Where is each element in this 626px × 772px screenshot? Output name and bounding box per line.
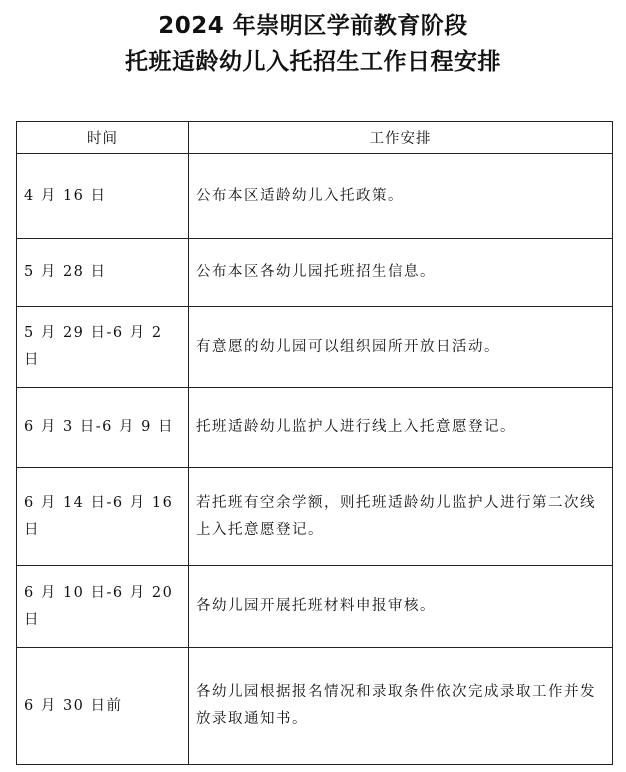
row-task: 公布本区适龄幼儿入托政策。 bbox=[189, 154, 613, 239]
row-time: 6 月 14 日-6 月 16 日 bbox=[17, 468, 189, 566]
row-task: 各幼儿园开展托班材料申报审核。 bbox=[189, 566, 613, 648]
row-time: 5 月 28 日 bbox=[17, 239, 189, 307]
table-row bbox=[17, 307, 613, 388]
row-task: 有意愿的幼儿园可以组织园所开放日活动。 bbox=[189, 307, 613, 388]
row-time: 6 月 3 日-6 月 9 日 bbox=[17, 388, 189, 468]
row-task: 若托班有空余学额，则托班适龄幼儿监护人进行第二次线上入托意愿登记。 bbox=[189, 468, 613, 566]
row-task: 公布本区各幼儿园托班招生信息。 bbox=[189, 239, 613, 307]
row-task: 托班适龄幼儿监护人进行线上入托意愿登记。 bbox=[189, 388, 613, 468]
table-row bbox=[17, 648, 613, 765]
title-line-1: 2024 年崇明区学前教育阶段 bbox=[158, 13, 468, 39]
table-row bbox=[17, 468, 613, 566]
header-task: 工作安排 bbox=[189, 122, 613, 154]
table-header-row bbox=[17, 122, 613, 154]
schedule-table bbox=[16, 121, 613, 765]
table-row bbox=[17, 239, 613, 307]
row-time: 6 月 10 日-6 月 20 日 bbox=[17, 566, 189, 648]
title-line-2: 托班适龄幼儿入托招生工作日程安排 bbox=[125, 49, 501, 75]
row-time: 4 月 16 日 bbox=[17, 154, 189, 239]
document-title bbox=[0, 8, 626, 80]
row-time: 6 月 30 日前 bbox=[17, 648, 189, 765]
row-task: 各幼儿园根据报名情况和录取条件依次完成录取工作并发放录取通知书。 bbox=[189, 648, 613, 765]
table-row bbox=[17, 154, 613, 239]
table-row bbox=[17, 388, 613, 468]
row-time: 5 月 29 日-6 月 2 日 bbox=[17, 307, 189, 388]
header-time: 时间 bbox=[17, 122, 189, 154]
table-row bbox=[17, 566, 613, 648]
